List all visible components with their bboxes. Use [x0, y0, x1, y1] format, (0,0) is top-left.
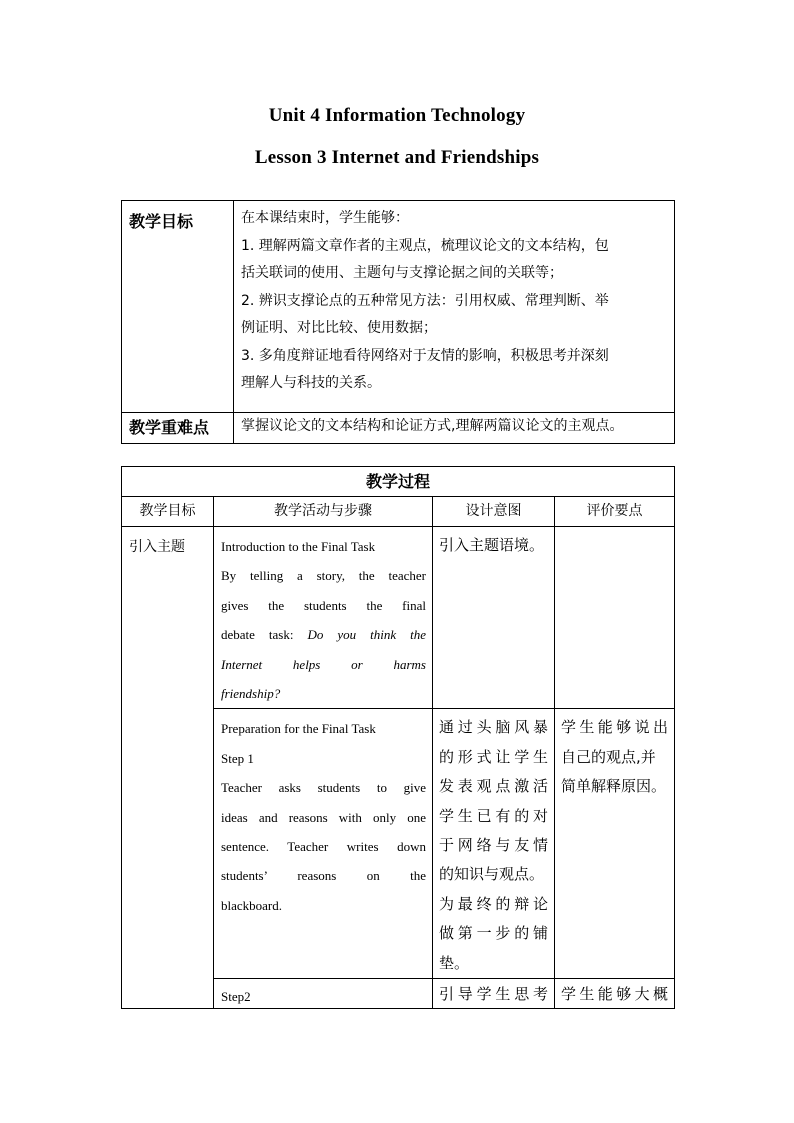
activity-line: Preparation for the Final Task [221, 721, 376, 737]
activity-line: Step 1 [221, 750, 254, 766]
activity-line: friendship? [221, 686, 281, 702]
activity-line: gives the students the final [221, 597, 426, 613]
activity-line: blackboard. [221, 897, 283, 913]
intent-line: 的知识与观点。 [439, 865, 545, 884]
activity-line: students’ reasons on the [221, 868, 426, 884]
goals-line: 1. 理解两篇文章作者的主观点，梳理议论文的文本结构，包 [241, 237, 609, 254]
intent-line: 引导学生思考 [439, 985, 548, 1004]
objectives-table [121, 200, 675, 444]
process-table [121, 466, 675, 1009]
keypoints-label: 教学重难点 [122, 413, 234, 444]
table-row [122, 527, 675, 709]
goals-line: 2. 辨识支撑论点的五种常见方法：引用权威、常理判断、举 [241, 292, 609, 309]
column-header-goal: 教学目标 [122, 497, 214, 527]
column-header-row [122, 497, 675, 527]
intent-line: 发表观点激活 [439, 777, 548, 796]
goals-content [234, 201, 675, 413]
lesson-title: Lesson 3 Internet and Friendships [254, 147, 540, 168]
activity-line: Teacher asks students to give [221, 780, 426, 796]
unit-title: Unit 4 Information Technology [268, 105, 526, 126]
goals-row [122, 201, 675, 413]
column-header-activity: 教学活动与步骤 [214, 497, 433, 527]
evaluation-cell [555, 709, 675, 979]
intent-cell [433, 709, 555, 979]
activity-text: debate task: [221, 627, 308, 643]
goal-cell: 引入主题 [122, 527, 214, 1009]
intent-line: 引入主题语境。 [439, 536, 545, 554]
evaluation-line: 学生能够说出 [561, 718, 669, 737]
evaluation-cell [555, 527, 675, 709]
activity-line: ideas and reasons with only one [221, 809, 426, 825]
evaluation-cell [555, 979, 675, 1009]
activity-line: Step2 [221, 989, 251, 1005]
intent-line: 垫。 [439, 953, 470, 972]
intent-line: 通过头脑风暴 [439, 718, 548, 737]
column-header-intent: 设计意图 [433, 497, 555, 527]
intent-line: 于网络与友情 [439, 836, 548, 855]
activity-cell [214, 527, 433, 709]
column-header-evaluation: 评价要点 [555, 497, 675, 527]
activity-line: By telling a story, the teacher [221, 568, 426, 584]
activity-cell [214, 979, 433, 1009]
evaluation-line: 简单解释原因。 [561, 777, 667, 796]
debate-question: Do you think the [307, 627, 426, 643]
intent-line: 为最终的辩论 [439, 894, 548, 913]
goals-line: 例证明、对比比较、使用数据； [241, 320, 437, 336]
activity-cell [214, 709, 433, 979]
process-title: 教学过程 [122, 467, 675, 497]
intent-cell [433, 979, 555, 1009]
activity-line: Introduction to the Final Task [221, 539, 376, 554]
goals-line: 在本课结束时，学生能够： [241, 210, 409, 226]
intent-line: 做第一步的铺 [439, 924, 548, 943]
goals-line: 理解人与科技的关系。 [241, 375, 381, 391]
intent-line: 学生已有的对 [439, 806, 548, 825]
activity-line: Internet helps or harms [221, 656, 426, 672]
goals-label: 教学目标 [122, 201, 234, 413]
keypoints-content: 掌握议论文的文本结构和论证方式,理解两篇议论文的主观点。 [234, 413, 675, 444]
intent-cell [433, 527, 555, 709]
intent-line: 的形式让学生 [439, 747, 548, 766]
goals-line: 括关联词的使用、主题句与支撑论据之间的关联等； [241, 265, 563, 281]
keypoints-row [122, 413, 675, 444]
activity-line: sentence. Teacher writes down [221, 839, 426, 855]
goals-line: 3. 多角度辩证地看待网络对于友情的影响，积极思考并深刻 [241, 347, 609, 364]
evaluation-line: 自己的观点,并 [561, 747, 656, 766]
activity-line [221, 620, 426, 649]
evaluation-line: 学生能够大概 [561, 985, 669, 1004]
